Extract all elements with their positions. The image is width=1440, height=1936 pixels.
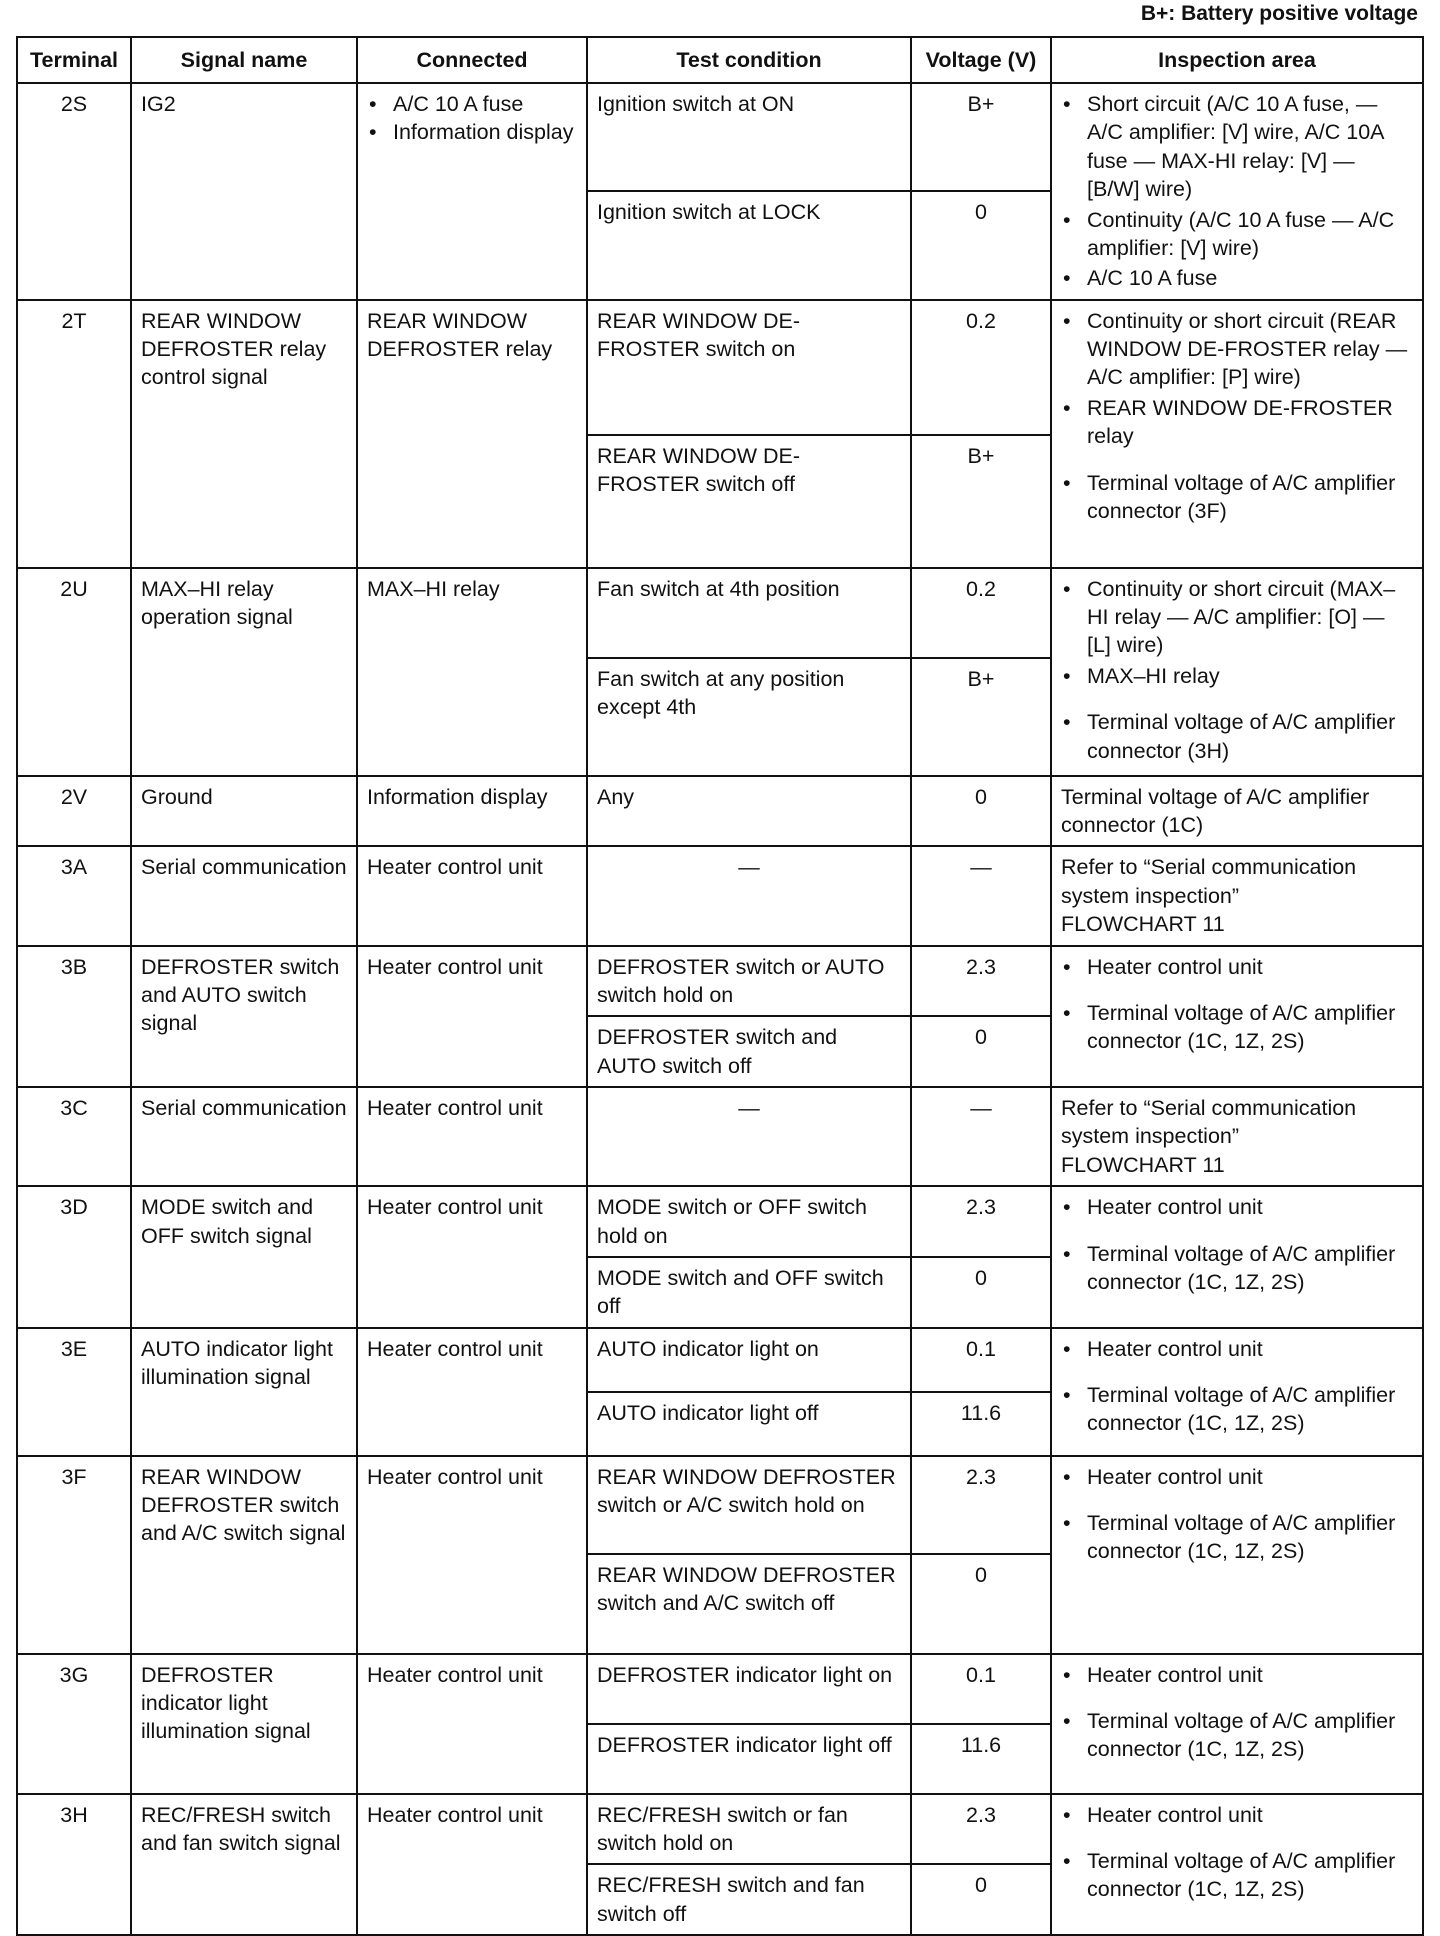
condition-cell: REC/FRESH switch or fan switch hold on — [587, 1794, 911, 1865]
header-terminal: Terminal — [17, 37, 131, 83]
terminal-cell: 2V — [17, 776, 131, 847]
inspection-cell — [1051, 946, 1423, 1088]
signal-cell: Serial communication — [131, 846, 357, 945]
table-row — [17, 300, 1423, 435]
condition-cell: AUTO indicator light on — [587, 1328, 911, 1392]
table-row — [17, 1186, 1423, 1257]
condition-cell: MODE switch or OFF switch hold on — [587, 1186, 911, 1257]
voltage-cell: 2.3 — [911, 1186, 1051, 1257]
signal-cell: REAR WINDOW DEFROSTER switch and A/C switch signal — [131, 1456, 357, 1654]
terminal-cell: 3B — [17, 946, 131, 1088]
condition-cell: REAR WINDOW DE-FROSTER switch off — [587, 435, 911, 568]
table-row — [17, 1654, 1423, 1724]
flowchart-reference: FLOWCHART 11 — [1061, 912, 1225, 937]
inspection-item: • Terminal voltage of A/C amplifier connector (1C, 1Z, 2S) — [1087, 1381, 1413, 1438]
header-row — [17, 37, 1423, 83]
connected-cell: Heater control unit — [357, 1328, 587, 1456]
connected-cell: MAX–HI relay — [357, 568, 587, 776]
connected-cell: Information display — [357, 776, 587, 847]
voltage-cell: 0.1 — [911, 1654, 1051, 1724]
voltage-cell: 0 — [911, 191, 1051, 299]
inspection-item: • Terminal voltage of A/C amplifier connector (1C, 1Z, 2S) — [1087, 1240, 1413, 1297]
inspection-item: • Terminal voltage of A/C amplifier connector (1C, 1Z, 2S) — [1087, 1847, 1413, 1904]
condition-cell: REAR WINDOW DE-FROSTER switch on — [587, 300, 911, 435]
signal-cell: IG2 — [131, 83, 357, 300]
inspection-cell — [1051, 1328, 1423, 1456]
signal-cell: MAX–HI relay operation signal — [131, 568, 357, 776]
inspection-item: • Heater control unit — [1087, 1193, 1413, 1221]
inspection-item: • Heater control unit — [1087, 1661, 1413, 1689]
table-row — [17, 1794, 1423, 1865]
voltage-cell: 2.3 — [911, 1456, 1051, 1554]
connected-cell: Heater control unit — [357, 1654, 587, 1794]
inspection-item: • REAR WINDOW DE-FROSTER relay — [1087, 394, 1413, 451]
inspection-item: • Heater control unit — [1087, 1463, 1413, 1491]
table-row — [17, 568, 1423, 658]
table-row — [17, 776, 1423, 847]
inspection-item: • MAX–HI relay — [1087, 662, 1413, 690]
voltage-cell: — — [911, 1087, 1051, 1186]
inspection-item: • Terminal voltage of A/C amplifier connector (3F) — [1087, 469, 1413, 526]
inspection-item: • A/C 10 A fuse — [1087, 264, 1413, 292]
terminal-cell: 3C — [17, 1087, 131, 1186]
terminal-inspection-table — [16, 36, 1424, 1936]
inspection-cell — [1051, 1186, 1423, 1328]
condition-cell: DEFROSTER indicator light on — [587, 1654, 911, 1724]
condition-cell: Ignition switch at LOCK — [587, 191, 911, 299]
inspection-item: • Continuity (A/C 10 A fuse — A/C amplifier: [V] wire) — [1087, 206, 1413, 263]
terminal-cell: 3E — [17, 1328, 131, 1456]
voltage-cell: 0 — [911, 1554, 1051, 1654]
inspection-item: • Terminal voltage of A/C amplifier connector (3H) — [1087, 708, 1413, 765]
voltage-cell: 0 — [911, 1016, 1051, 1087]
table-row — [17, 846, 1423, 945]
voltage-cell: — — [911, 846, 1051, 945]
connected-item: • Information display — [393, 118, 577, 146]
voltage-cell: 0.1 — [911, 1328, 1051, 1392]
voltage-cell: 2.3 — [911, 1794, 1051, 1865]
header-test-condition: Test condition — [587, 37, 911, 83]
inspection-item: • Terminal voltage of A/C amplifier connector (1C, 1Z, 2S) — [1087, 1707, 1413, 1764]
connected-cell: REAR WINDOW DEFROSTER relay — [357, 300, 587, 568]
terminal-cell: 3F — [17, 1456, 131, 1654]
inspection-item: • Continuity or short circuit (REAR WINDOW DE-FROSTER relay — A/C amplifier: [P] wire) — [1087, 307, 1413, 392]
inspection-cell — [1051, 1654, 1423, 1794]
inspection-item: • Heater control unit — [1087, 1335, 1413, 1363]
signal-cell: AUTO indicator light illumination signal — [131, 1328, 357, 1456]
inspection-cell — [1051, 1087, 1423, 1186]
table-row — [17, 1456, 1423, 1554]
header-signal-name: Signal name — [131, 37, 357, 83]
terminal-cell: 2T — [17, 300, 131, 568]
condition-cell: — — [587, 846, 911, 945]
inspection-note: Refer to “Serial communication system inspection” — [1061, 855, 1357, 908]
terminal-cell: 3H — [17, 1794, 131, 1936]
header-connected: Connected — [357, 37, 587, 83]
voltage-cell: B+ — [911, 435, 1051, 568]
inspection-item: • Heater control unit — [1087, 1801, 1413, 1829]
signal-cell: REC/FRESH switch and fan switch signal — [131, 1794, 357, 1936]
signal-cell: Serial communication — [131, 1087, 357, 1186]
condition-cell: Ignition switch at ON — [587, 83, 911, 191]
voltage-cell: 11.6 — [911, 1724, 1051, 1794]
voltage-cell: 0 — [911, 1864, 1051, 1935]
flowchart-reference: FLOWCHART 11 — [1061, 1152, 1225, 1177]
condition-cell: DEFROSTER switch or AUTO switch hold on — [587, 946, 911, 1017]
terminal-cell: 2S — [17, 83, 131, 300]
condition-cell: REC/FRESH switch and fan switch off — [587, 1864, 911, 1935]
signal-cell: DEFROSTER switch and AUTO switch signal — [131, 946, 357, 1088]
signal-cell: DEFROSTER indicator light illumination signal — [131, 1654, 357, 1794]
connected-cell: Heater control unit — [357, 1087, 587, 1186]
connected-cell — [357, 83, 587, 300]
table-row — [17, 1328, 1423, 1392]
condition-cell: DEFROSTER indicator light off — [587, 1724, 911, 1794]
condition-cell: AUTO indicator light off — [587, 1392, 911, 1456]
inspection-item: • Heater control unit — [1087, 953, 1413, 981]
condition-cell: MODE switch and OFF switch off — [587, 1257, 911, 1328]
voltage-cell: B+ — [911, 83, 1051, 191]
voltage-cell: 0.2 — [911, 300, 1051, 435]
voltage-cell: 0.2 — [911, 568, 1051, 658]
inspection-item: • Continuity or short circuit (MAX–HI relay — A/C amplifier: [O] — [L] wire) — [1087, 575, 1413, 660]
header-voltage: Voltage (V) — [911, 37, 1051, 83]
battery-voltage-legend: B+: Battery positive voltage — [1140, 2, 1418, 25]
signal-cell: Ground — [131, 776, 357, 847]
inspection-cell — [1051, 568, 1423, 776]
inspection-cell — [1051, 846, 1423, 945]
connected-cell: Heater control unit — [357, 1456, 587, 1654]
condition-cell: Any — [587, 776, 911, 847]
signal-cell: MODE switch and OFF switch signal — [131, 1186, 357, 1328]
connected-cell: Heater control unit — [357, 1794, 587, 1936]
inspection-cell — [1051, 83, 1423, 300]
condition-cell: Fan switch at any position except 4th — [587, 658, 911, 776]
table-row — [17, 1087, 1423, 1186]
terminal-cell: 3A — [17, 846, 131, 945]
condition-cell: REAR WINDOW DEFROSTER switch or A/C switch hold on — [587, 1456, 911, 1554]
inspection-cell — [1051, 300, 1423, 568]
terminal-cell: 2U — [17, 568, 131, 776]
condition-cell: Fan switch at 4th position — [587, 568, 911, 658]
inspection-item: • Short circuit (A/C 10 A fuse, — A/C amplifier: [V] wire, A/C 10A fuse — MAX-HI relay: [V] — [B/W] wire) — [1087, 90, 1413, 204]
voltage-cell: 0 — [911, 776, 1051, 847]
inspection-cell — [1051, 1794, 1423, 1936]
table-row — [17, 83, 1423, 191]
inspection-item: • Terminal voltage of A/C amplifier connector (1C, 1Z, 2S) — [1087, 999, 1413, 1056]
condition-cell: DEFROSTER switch and AUTO switch off — [587, 1016, 911, 1087]
connected-cell: Heater control unit — [357, 1186, 587, 1328]
voltage-cell: 11.6 — [911, 1392, 1051, 1456]
connected-item: • A/C 10 A fuse — [393, 90, 577, 118]
terminal-cell: 3D — [17, 1186, 131, 1328]
voltage-cell: B+ — [911, 658, 1051, 776]
table-row — [17, 946, 1423, 1017]
condition-cell: REAR WINDOW DEFROSTER switch and A/C switch off — [587, 1554, 911, 1654]
inspection-cell: Terminal voltage of A/C amplifier connector (1C) — [1051, 776, 1423, 847]
condition-cell: — — [587, 1087, 911, 1186]
inspection-note: Refer to “Serial communication system inspection” — [1061, 1096, 1357, 1149]
inspection-item: • Terminal voltage of A/C amplifier connector (1C, 1Z, 2S) — [1087, 1509, 1413, 1566]
header-inspection-area: Inspection area — [1051, 37, 1423, 83]
terminal-cell: 3G — [17, 1654, 131, 1794]
signal-cell: REAR WINDOW DEFROSTER relay control signal — [131, 300, 357, 568]
voltage-cell: 2.3 — [911, 946, 1051, 1017]
connected-cell: Heater control unit — [357, 846, 587, 945]
inspection-cell — [1051, 1456, 1423, 1654]
connected-cell: Heater control unit — [357, 946, 587, 1088]
voltage-cell: 0 — [911, 1257, 1051, 1328]
